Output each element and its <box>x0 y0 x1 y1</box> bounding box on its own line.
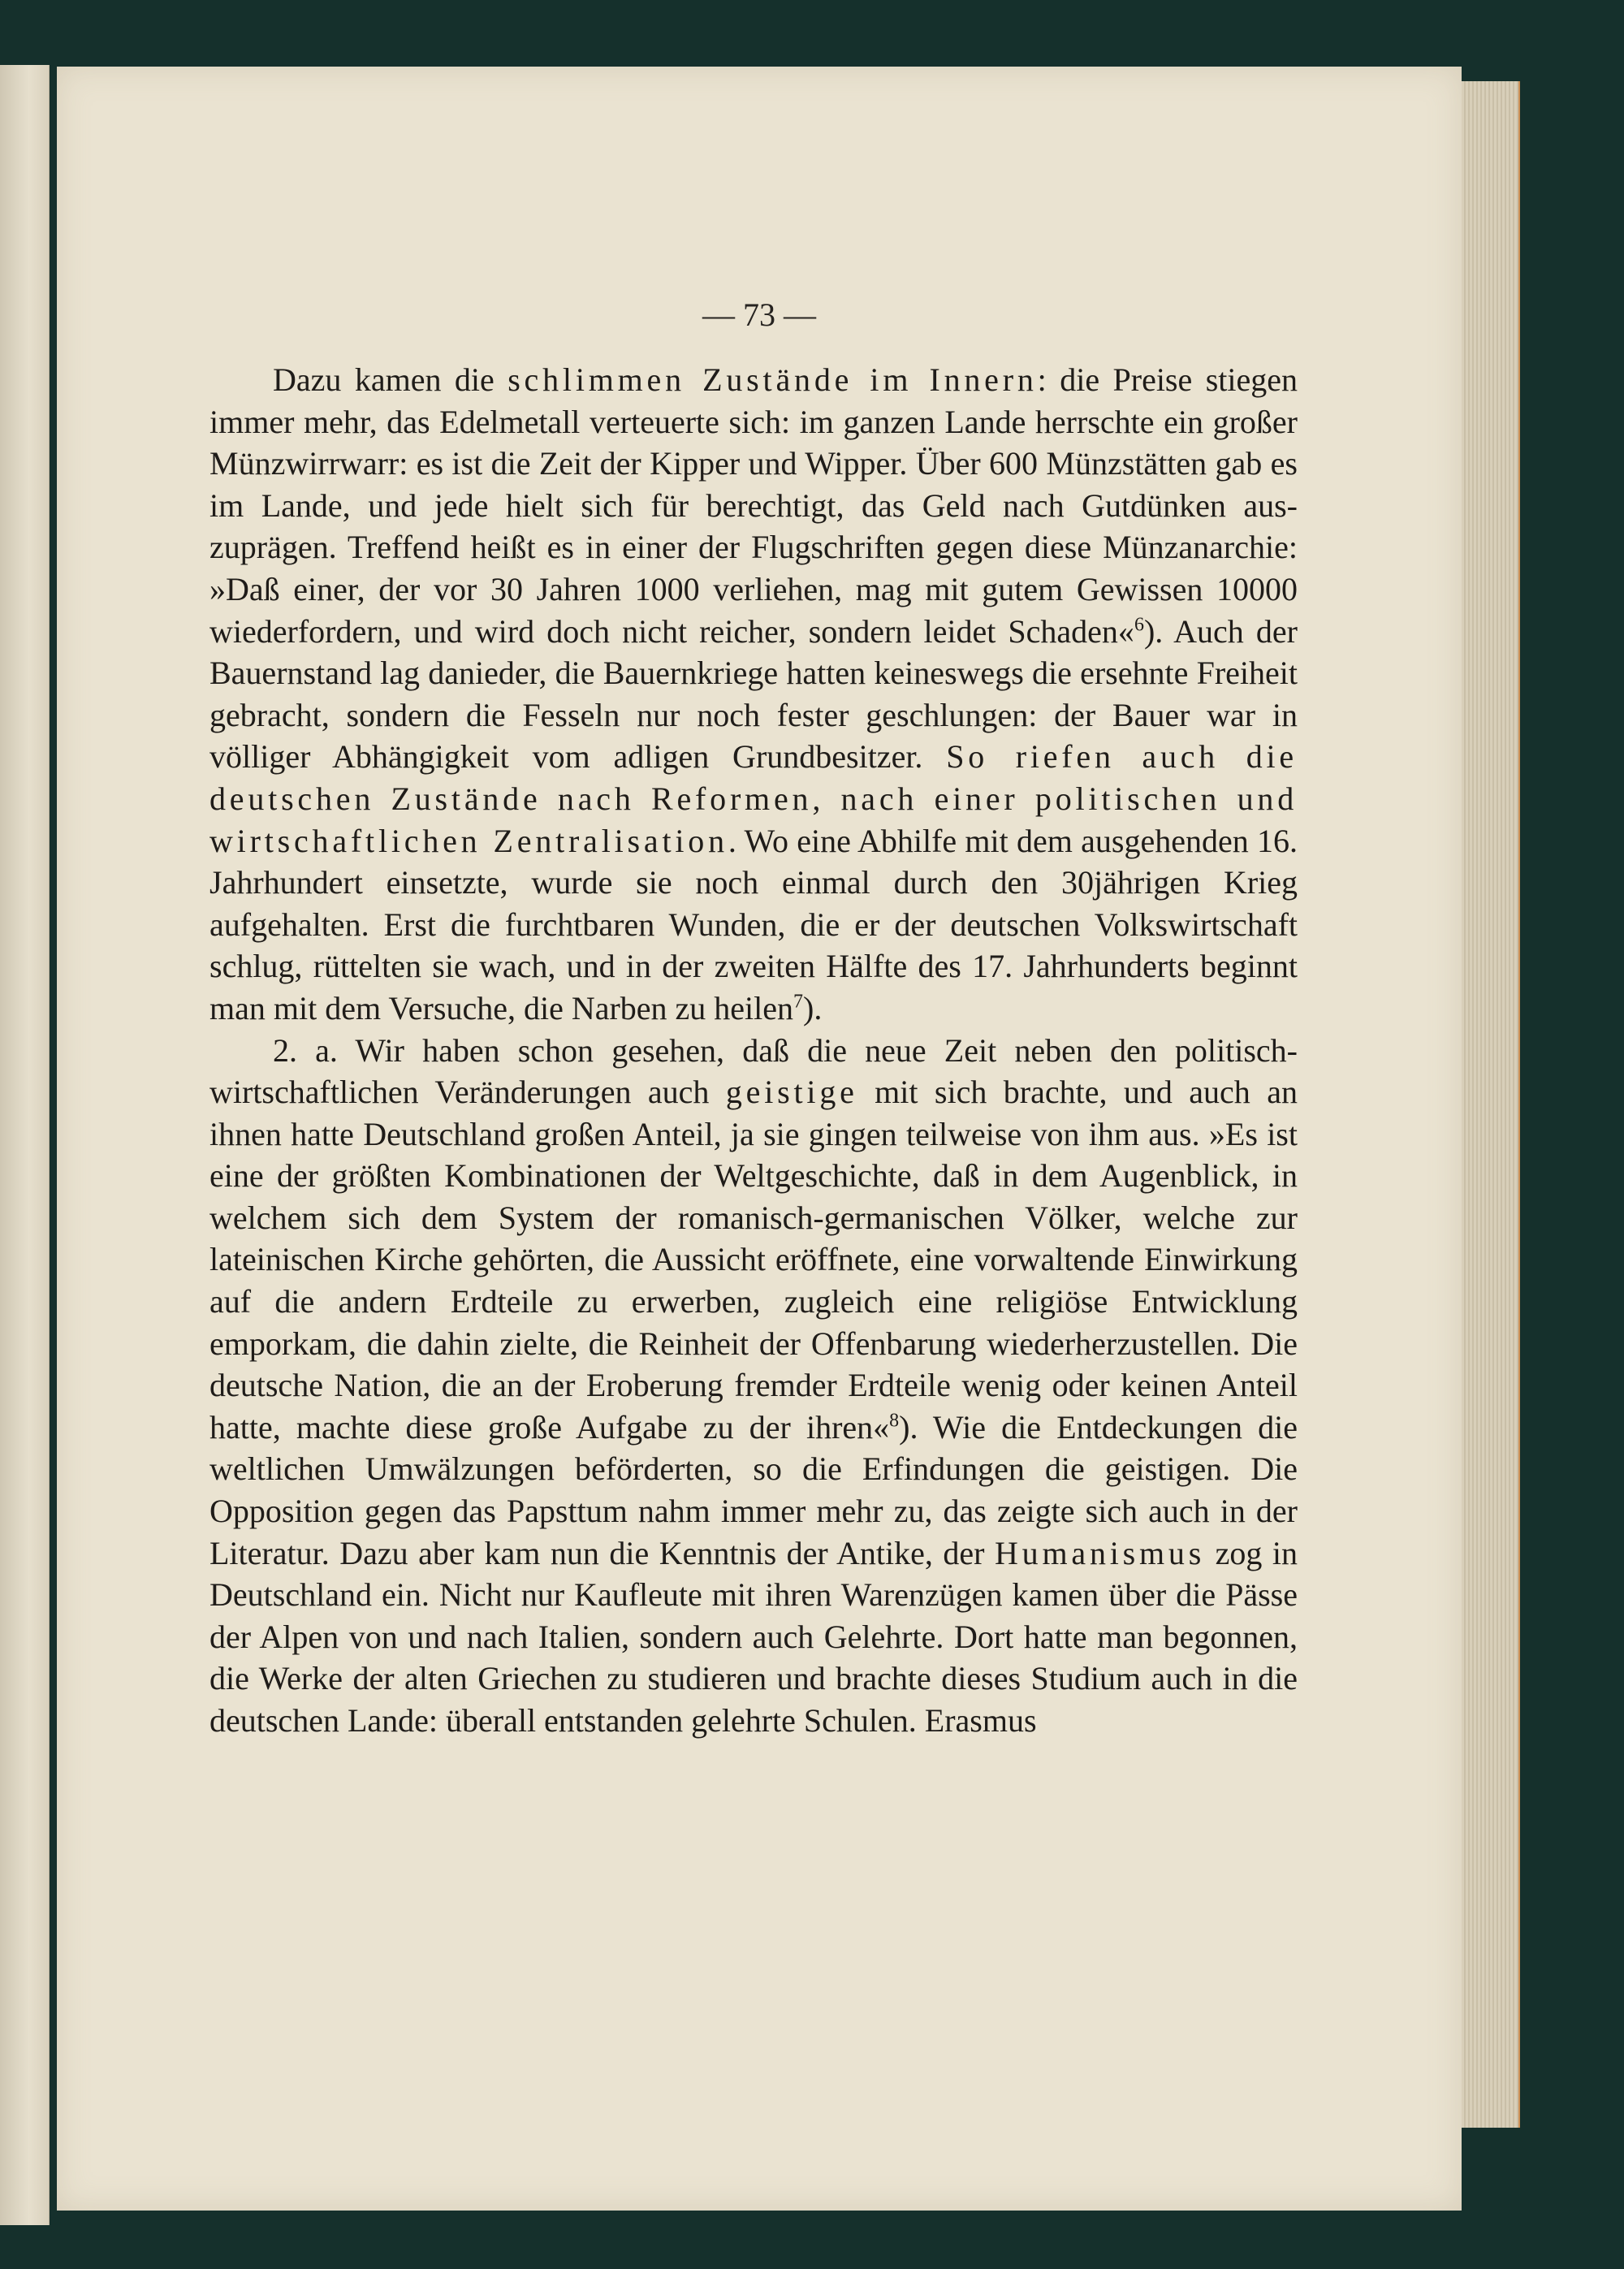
text-run: mit sich brachte, und auch an ihnen hatte Deutschland großen Anteil, ja sie gingen teilweise von ihm aus. »Es ist eine der größten Kombinationen der Weltgeschichte, daß in dem Augenblick, in welchem sich dem System der romanisch-germanischen Völker, welche zur lateinischen Kirche gehörten, die Aussicht eröffnete, eine vorwaltende Einwirkung auf die andern Erdteile zu erwerben, zugleich eine religiöse Entwicklung emporkam, die dahin zielte, die Reinheit der Offenbarung wiederherzustellen. Die deutsche Nation, die an der Eroberung fremder Erdteile wenig oder keinen Anteil hatte, machte diese große Aufgabe zu der ihren« <box>209 1074 1298 1446</box>
page-number: — 73 — <box>702 296 816 333</box>
emphasized-text: So riefen auch die deutschen Zustände nach Reformen, nach einer politischen und wirtschaftlichen Zentralisation <box>209 738 1298 859</box>
emphasized-text: Humanismus <box>994 1534 1206 1571</box>
footnote-marker: 6 <box>1134 614 1144 636</box>
paragraph <box>209 359 1298 1030</box>
text-run: Dazu kamen die <box>273 361 508 398</box>
footnote-marker: 7 <box>793 991 804 1013</box>
emphasized-text: schlimmen Zustände im Innern <box>508 361 1038 398</box>
text-run: 2. a. Wir haben schon gesehen, daß die neue Zeit neben den politisch-wirtschaftlichen Veränderungen auch <box>209 1031 1298 1111</box>
footnote-marker: 8 <box>889 1410 900 1432</box>
page-stack-edge <box>1462 81 1518 2128</box>
text-run: ). Wie die Entdeckungen die weltlichen Umwälzungen beförderten, so die Erfindungen die geistigen. Die Opposition gegen das Papsttum nahm immer mehr zu, das zeigte sich auch in der Literatur. Dazu aber kam nun die Kenntnis der Antike, der <box>209 1408 1298 1571</box>
text-run: : die Preise stiegen immer mehr, das Edelmetall verteuerte sich: im ganzen Lande herrschte ein großer Münzwirrwarr: es ist die Zeit der Kipper und Wipper. Über 600 Münzstätten gab es im Lande, und jede hielt sich für berechtigt, das Geld nach Gutdünken auszuprägen. Treffend heißt es in einer der Flugschriften gegen diese Münzanarchie: »Daß einer, der vor 30 Jahren 1000 verliehen, mag mit gutem Gewissen 10000 wiederfordern, und wird doch nicht reicher, sondern leidet Schaden« <box>209 361 1298 650</box>
facing-page-edge <box>0 65 50 2225</box>
text-run: . Wo eine Abhilfe mit dem ausgehenden 16. Jahrhundert einsetzte, wurde sie noch einmal durch den 30jährigen Krieg aufgehalten. Erst die furchtbaren Wunden, die er der deutschen Volkswirtschaft schlug, rüttelten sie wach, und in der zweiten Hälfte des 17. Jahrhunderts beginnt man mit dem Versuche, die Narben zu heilen <box>209 822 1298 1026</box>
emphasized-text: geistige <box>725 1074 858 1111</box>
text-run: zog in Deutschland ein. Nicht nur Kaufleute mit ihren Warenzügen kamen über die Pässe der Alpen von und nach Italien, sondern auch Gelehrte. Dort hatte man begonnen, die Werke der alten Griechen zu studieren und brachte dieses Studium auch in die deutschen Lande: überall entstanden gelehrte Schulen. Erasmus <box>209 1534 1298 1739</box>
book-page <box>57 67 1462 2211</box>
body-text <box>209 359 1298 1742</box>
text-run: ). <box>803 989 823 1026</box>
text-run: ). Auch der Bauernstand lag danieder, die Bauernkriege hatten keineswegs die ersehnte Freiheit gebracht, sondern die Fesseln nur noch fester geschlungen: der Bauer war in völliger Abhängigkeit vom adligen Grundbesitzer. <box>209 612 1298 776</box>
paragraph <box>209 1030 1298 1742</box>
